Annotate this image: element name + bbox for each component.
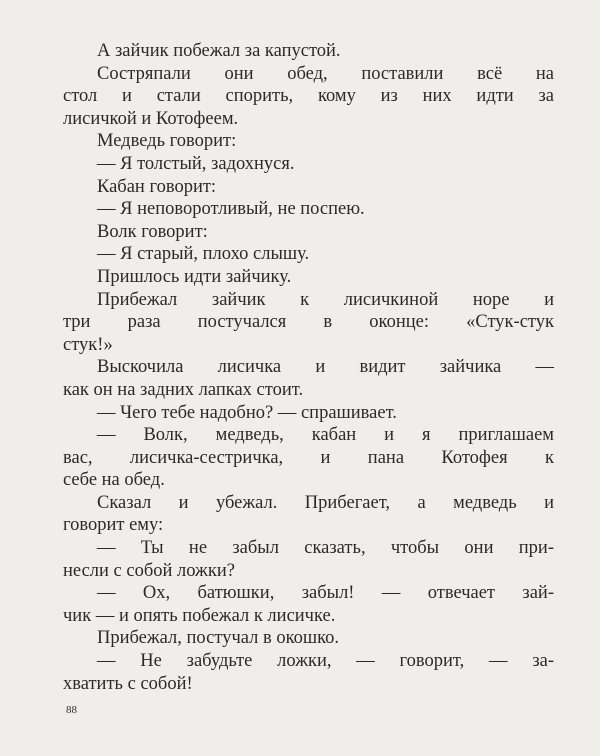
text-line: — Волк, медведь, кабан и я приглашаем: [97, 425, 554, 446]
text-line: хватить с собой!: [63, 673, 193, 694]
text-line: стук!»: [63, 334, 113, 355]
text-line: А зайчик побежал за капустой.: [97, 41, 341, 61]
book-page-text: [63, 40, 554, 695]
text-line: Прибежал зайчик к лисичкиной норе и: [97, 289, 554, 310]
text-line: Медведь говорит:: [97, 131, 237, 152]
text-line: Волк говорит:: [97, 221, 208, 242]
text-line: — Не забудьте ложки, — говорит, — за-: [97, 651, 554, 672]
text-line: три раза постучался в оконце: «Стук-стук: [63, 312, 554, 333]
text-line: — Я толстый, задохнуся.: [97, 153, 295, 174]
page-number: 88: [66, 704, 77, 716]
text-line: лисичкой и Котофеем.: [63, 108, 239, 129]
text-line: как он на задних лапках стоит.: [63, 379, 304, 400]
text-line: — Чего тебе надобно? — спрашивает.: [97, 402, 397, 423]
text-line: — Я старый, плохо слышу.: [97, 244, 310, 265]
text-line: — Ох, батюшки, забыл! — отвечает зай-: [97, 583, 554, 604]
text-line: говорит ему:: [63, 515, 164, 536]
text-line: себе на обед.: [63, 470, 165, 491]
text-line: Выскочила лисичка и видит зайчика —: [97, 357, 554, 378]
text-line: стол и стали спорить, кому из них идти за: [63, 86, 554, 107]
text-line: вас, лисичка-сестричка, и пана Котофея к: [63, 447, 554, 468]
text-line: Сказал и убежал. Прибегает, а медведь и: [97, 492, 554, 513]
text-line: Прибежал, постучал в окошко.: [97, 628, 340, 649]
text-line: — Я неповоротливый, не поспею.: [97, 199, 365, 220]
text-line: несли с собой ложки?: [63, 560, 235, 581]
text-line: — Ты не забыл сказать, чтобы они при-: [97, 538, 554, 559]
text-line: Состряпали они обед, поставили всё на: [97, 63, 554, 84]
text-line: Пришлось идти зайчику.: [97, 266, 292, 287]
text-line: Кабан говорит:: [97, 176, 217, 197]
text-line: чик — и опять побежал к лисичке.: [63, 605, 336, 626]
